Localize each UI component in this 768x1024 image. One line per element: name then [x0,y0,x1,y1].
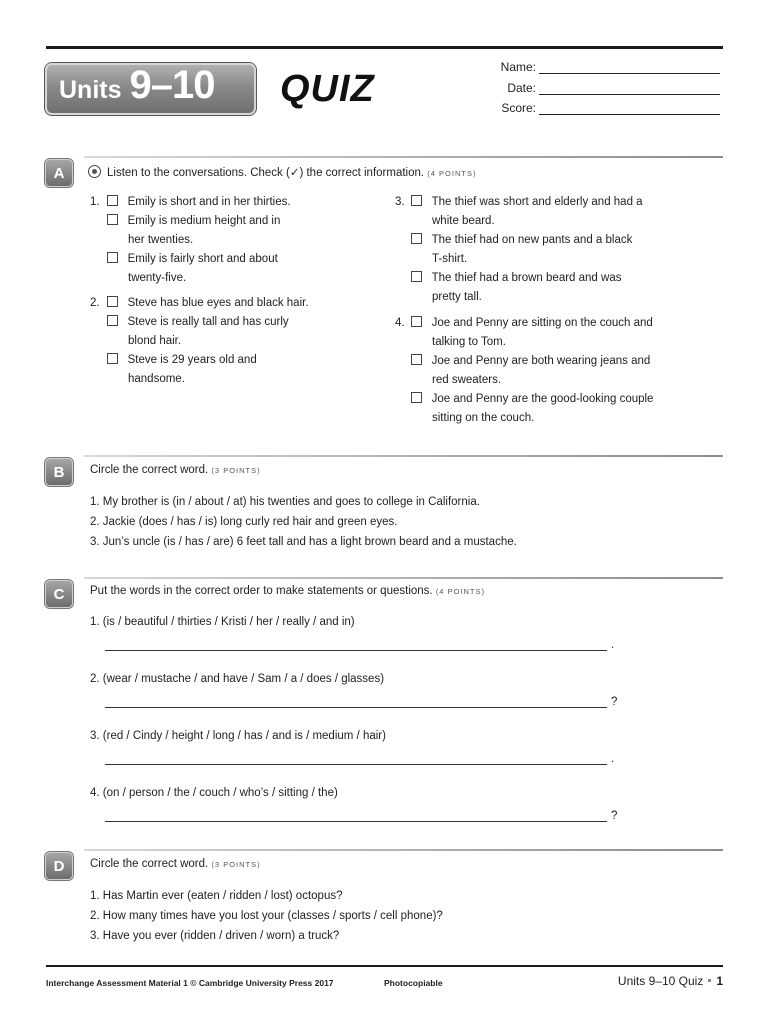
question-c4: 4. (on / person / the / couch / who’s / sitting / the) [90,787,338,799]
footer-credit: Interchange Assessment Material 1 © Cambridge University Press 2017 [46,978,334,988]
question-a3 [411,193,711,307]
footer-photocopiable: Photocopiable [384,978,443,988]
option-a1-3[interactable] [107,250,347,269]
checkbox-a3-2[interactable] [411,233,422,244]
date-field[interactable] [460,81,720,95]
score-label: Score: [501,101,536,115]
option-a4-1[interactable] [411,314,711,333]
footer-page-label: Units 9–10 Quiz [617,974,704,988]
answer-line-c1[interactable] [105,650,607,651]
name-label: Name: [500,60,536,74]
option-a2-2-cont: blond hair. [128,335,182,347]
option-a2-3-text: Steve is 29 years old and [127,354,257,366]
units-badge [45,63,256,115]
question-d2[interactable]: 2. How many times have you lost your (classes / sports / cell phone)? [90,910,443,922]
option-a2-3-cont: handsome. [128,373,185,385]
name-line[interactable] [539,62,720,74]
option-a4-3-cont: sitting on the couch. [432,412,535,424]
page-number: 1 [716,974,723,988]
date-label: Date: [507,81,536,95]
question-a4 [411,314,711,428]
option-a4-1-text: Joe and Penny are sitting on the couch and [431,317,653,329]
answer-line-c2[interactable] [105,707,607,708]
option-a3-3-cont: pretty tall. [432,291,482,303]
question-a2-number: 2. [90,297,100,309]
option-a1-3-text: Emily is fairly short and about [127,253,278,265]
section-b-instruction-text: Circle the correct word. [90,464,209,476]
units-label: Units [59,76,122,104]
answer-end-c1: . [611,639,615,651]
option-a2-1-text: Steve has blue eyes and black hair. [127,297,309,309]
section-d-rule [84,849,723,851]
option-a3-2[interactable] [411,231,711,250]
section-b-instruction [90,464,261,476]
top-rule [46,46,723,49]
section-c-badge: C [45,580,73,608]
section-a-instruction-text: Listen to the conversations. Check (✓) the correct information. [107,167,425,179]
question-a1 [107,193,347,288]
question-a4-number: 4. [395,317,405,329]
answer-line-c3[interactable] [105,764,607,765]
option-a4-2[interactable] [411,352,711,371]
option-a1-2[interactable] [107,212,347,231]
section-c-instruction-text: Put the words in the correct order to make statements or questions. [90,585,433,597]
separator-dot [708,979,711,982]
question-c3: 3. (red / Cindy / height / long / has / and is / medium / hair) [90,730,386,742]
option-a2-1[interactable] [107,294,357,313]
option-a3-3[interactable] [411,269,711,288]
question-a2 [107,294,357,389]
option-a4-3[interactable] [411,390,711,409]
section-b-rule [84,455,723,457]
option-a4-3-text: Joe and Penny are the good-looking couple [431,393,654,405]
bottom-rule [46,965,723,967]
checkbox-a2-2[interactable] [107,315,118,326]
checkbox-a1-2[interactable] [107,214,118,225]
question-a1-number: 1. [90,196,100,208]
question-d1[interactable]: 1. Has Martin ever (eaten / ridden / lost) octopus? [90,890,343,902]
option-a4-1-cont: talking to Tom. [432,336,506,348]
units-number: 9–10 [129,63,215,107]
option-a1-2-text: Emily is medium height and in [127,215,281,227]
option-a4-2-text: Joe and Penny are both wearing jeans and [431,355,651,367]
question-b3[interactable]: 3. Jun’s uncle (is / has / are) 6 feet tall and has a light brown beard and a mustache. [90,536,517,548]
option-a1-3-cont: twenty-five. [128,272,187,284]
name-field[interactable] [460,60,720,74]
section-d-points: (3 POINTS) [211,860,261,869]
section-c-points: (4 POINTS) [435,587,485,596]
checkbox-a3-3[interactable] [411,271,422,282]
option-a1-2-cont: her twenties. [128,234,194,246]
listen-icon[interactable] [88,165,101,178]
date-line[interactable] [539,83,720,95]
section-a-badge: A [45,159,73,187]
option-a3-1[interactable] [411,193,711,212]
section-d-items [90,886,720,946]
score-line[interactable] [539,103,720,115]
option-a3-1-cont: white beard. [432,215,495,227]
question-c1: 1. (is / beautiful / thirties / Kristi / her / really / and in) [90,616,355,628]
checkbox-a2-1[interactable] [107,296,118,307]
question-c2: 2. (wear / mustache / and have / Sam / a / does / glasses) [90,673,385,685]
section-a-rule [84,156,723,158]
section-d-instruction [90,858,261,870]
section-d-instruction-text: Circle the correct word. [90,858,209,870]
option-a1-1-text: Emily is short and in her thirties. [127,196,291,208]
section-a-instruction [88,165,476,179]
checkbox-a3-1[interactable] [411,195,422,206]
section-c-rule [84,577,723,579]
question-b2[interactable]: 2. Jackie (does / has / is) long curly red hair and green eyes. [90,516,398,528]
option-a3-2-cont: T-shirt. [432,253,468,265]
page-title: QUIZ [280,68,375,110]
option-a2-3[interactable] [107,351,357,370]
section-b-items [90,492,720,552]
option-a2-2[interactable] [107,313,357,332]
question-a3-number: 3. [395,196,405,208]
section-b-badge: B [45,458,73,486]
checkbox-a4-3[interactable] [411,392,422,403]
section-c-instruction [90,585,485,597]
option-a3-3-text: The thief had a brown beard and was [431,272,622,284]
checkbox-a2-3[interactable] [107,353,118,364]
question-b1[interactable]: 1. My brother is (in / about / at) his twenties and goes to college in California. [90,496,480,508]
option-a2-2-text: Steve is really tall and has curly [127,316,289,328]
section-b-points: (3 POINTS) [211,466,261,475]
section-d-badge: D [45,852,73,880]
footer-page-info [560,974,723,988]
checkbox-a4-1[interactable] [411,316,422,327]
option-a3-1-text: The thief was short and elderly and had a [431,196,643,208]
answer-end-c4: ? [611,810,618,822]
checkbox-a1-1[interactable] [107,195,118,206]
checkbox-a4-2[interactable] [411,354,422,365]
answer-end-c3: . [611,753,615,765]
option-a1-1[interactable] [107,193,347,212]
question-d3[interactable]: 3. Have you ever (ridden / driven / worn) a truck? [90,930,340,942]
score-field[interactable] [460,101,720,115]
section-a-points: (4 POINTS) [427,169,477,178]
answer-line-c4[interactable] [105,821,607,822]
answer-end-c2: ? [611,696,618,708]
option-a4-2-cont: red sweaters. [432,374,502,386]
checkbox-a1-3[interactable] [107,252,118,263]
option-a3-2-text: The thief had on new pants and a black [431,234,633,246]
